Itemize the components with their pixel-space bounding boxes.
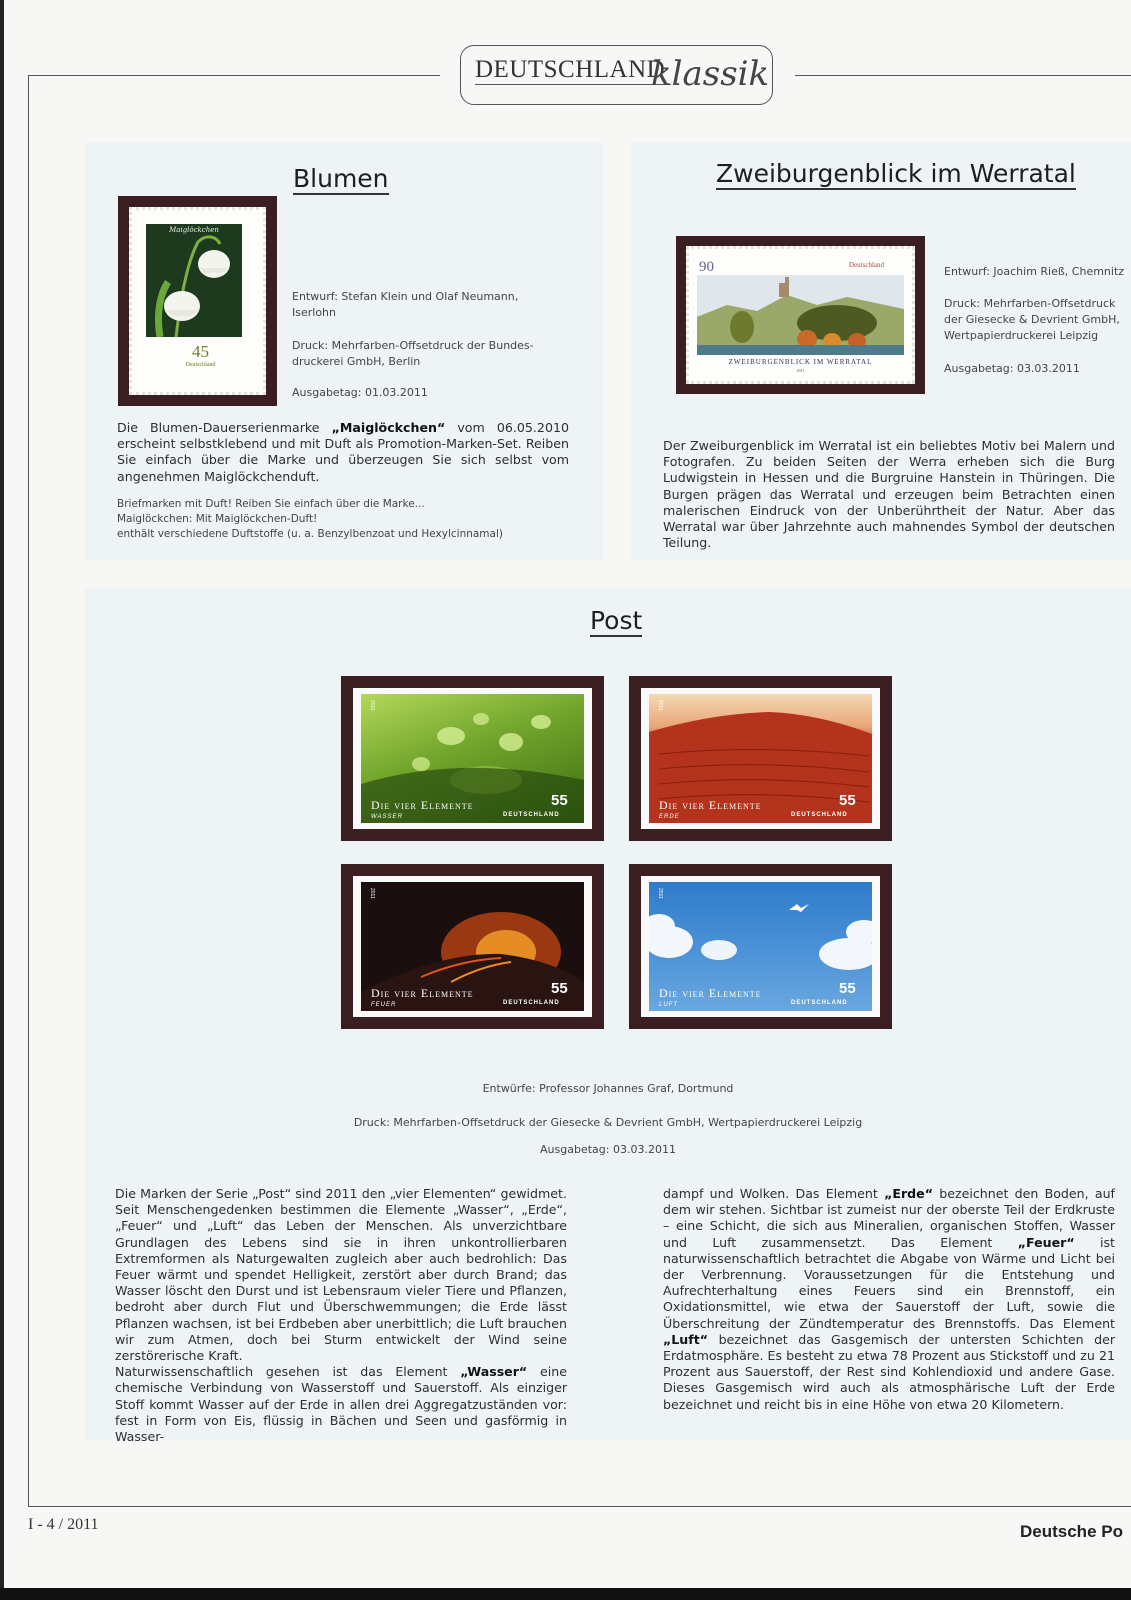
werratal-year: 2011	[796, 368, 805, 373]
post-ausgabetag: Ausgabetag: 03.03.2011	[540, 1143, 676, 1156]
blumen-note-3: enthält verschiedene Duftstoffe (u. a. Benzylbenzoat und Hexylcinnamal)	[117, 528, 503, 540]
brand-main-text: DEUTSCHLAND	[475, 56, 666, 83]
post-col1-p2-bold: „Wasser“	[460, 1364, 528, 1380]
werratal-stamp	[686, 246, 915, 384]
post-col2-a: dampf und Wolken. Das Element	[663, 1186, 885, 1201]
wasser-element: WASSER	[371, 814, 403, 820]
blumen-title: Blumen	[293, 164, 389, 193]
page-bottom-edge	[0, 1588, 1131, 1600]
page-left-edge	[0, 0, 4, 1600]
post-col1-paragraph-1: Die Marken der Serie „Post“ sind 2011 den „vier Elementen“ gewidmet. Seit Menschengedenken bestimmen die Elemente „Wasser“, „Erde“, „Feuer“ und „Luft“ das Leben der Menschen. Als unverzichtbare Grundlagen des Lebens sind sie in ihren unkontrollierbaren Extremformen als Naturgewalten zugleich aber auch bedrohlich: Das Feuer wärmt und spendet Helligkeit, zerstört aber durch Brand; das Wasser löscht den Durst und ist Lebensraum vieler Tiere und Pflanzen, bedroht aber durch Flut und Überschwemmungen; die Erde lässt Pflanzen wachsen, ist bei Erdbeben aber unerbittlich; die Luft brauchen wir zum Atmen, doch bei Sturm entwickelt der Wind seine zerstörerische Kraft.	[115, 1186, 567, 1364]
castle-landscape-icon	[697, 275, 904, 355]
post-entwurfe: Entwürfe: Professor Johannes Graf, Dortmund	[482, 1082, 734, 1095]
post-col1-paragraph-2	[115, 1364, 567, 1445]
maigloeckchen-stamp-mount	[118, 196, 277, 406]
werratal-entwurf: Entwurf: Joachim Rieß, Chemnitz	[944, 265, 1125, 278]
post-col1-p2-pre: Naturwissenschaftlich gesehen ist das Element	[115, 1364, 461, 1380]
maigloeckchen-value: 45	[192, 342, 209, 361]
maigloeckchen-image	[146, 224, 242, 337]
werratal-caption: ZWEIBURGENBLICK IM WERRATAL	[728, 358, 873, 366]
brand-script-text: klassik	[651, 54, 770, 94]
wasser-stamp-mount	[341, 676, 604, 841]
luft-element: LUFT	[659, 1002, 678, 1008]
wasser-stamp	[353, 688, 592, 829]
luft-country: DEUTSCHLAND	[791, 1000, 848, 1006]
werratal-stamp-mount	[676, 236, 925, 394]
werratal-description: Der Zweiburgenblick im Werratal ist ein beliebtes Motiv bei Malern und Fotografen. Zu beiden Seiten der Werra erheben sich die Burg Ludwigstein in Hessen und die Burgruine Hanstein in Thüringen. Die Burgen prägen das Werratal und erzeugen beim Betrachten einen malerischen Eindruck von der Unberührtheit der Natur. Aber das Werratal war über Jahrzehnte auch mahnendes Symbol der deutschen Teilung.	[663, 438, 1115, 551]
werratal-value: 90	[699, 259, 714, 275]
blumen-text-post: vom 06.05.2010 erscheint selbstklebend und mit Duft als Promotion-Marken-Set. Reiben Sie einfach über die Marke und überzeugen Sie sich selbst vom angenehmen Maiglöckchenduft.	[117, 420, 569, 484]
post-col2-b: „Erde“	[884, 1186, 934, 1201]
brand-underline	[475, 84, 671, 85]
maigloeckchen-country: Deutschland	[185, 362, 216, 368]
erde-stamp-mount	[629, 676, 892, 841]
luft-year: 2011	[657, 888, 663, 899]
header-rule-right	[795, 75, 1131, 76]
erde-value: 55	[839, 792, 856, 809]
blumen-note-2: Maiglöckchen: Mit Maiglöckchen-Duft!	[117, 513, 318, 525]
werratal-ausgabetag: Ausgabetag: 03.03.2011	[944, 362, 1080, 375]
maigloeckchen-name: Maiglöckchen	[169, 226, 219, 234]
feuer-year: 2011	[369, 888, 375, 899]
feuer-stamp-mount	[341, 864, 604, 1029]
blumen-entwurf: Entwurf: Stefan Klein und Olaf Neumann, Iserlohn	[292, 290, 519, 319]
post-title: Post	[590, 606, 643, 635]
luft-series: Die vier Elemente	[659, 986, 762, 1000]
post-druck: Druck: Mehrfarben-Offsetdruck der Giesecke & Devrient GmbH, Wertpapierdruckerei Leipzig	[353, 1116, 863, 1129]
brand-logo	[460, 45, 773, 105]
blumen-text-bold: „Maiglöckchen“	[331, 420, 446, 435]
feuer-element: FEUER	[371, 1002, 397, 1008]
luft-value: 55	[839, 980, 856, 997]
blumen-druck: Druck: Mehrfarben-Offsetdruck der Bundes-druckerei GmbH, Berlin	[292, 339, 534, 368]
werratal-image	[697, 275, 904, 355]
maigloeckchen-stamp	[129, 207, 266, 395]
luft-stamp	[641, 876, 880, 1017]
wasser-series: Die vier Elemente	[371, 798, 474, 812]
erde-year: 2011	[657, 700, 663, 711]
post-col2-g: bezeichnet das Gasgemisch der untersten Schichten der Erdatmosphäre. Es besteht zu etwa 78 Prozent aus Stickstoff und zu 21 Prozent aus Sauerstoff, der Rest sind Kohlendioxid und andere Gase. Dieses Gasgemisch wird auch als atmosphärische Luft der Erde bezeichnet und reicht bis in eine Höhe von etwa 20 Kilometern.	[663, 1331, 1115, 1412]
blumen-note-1: Briefmarken mit Duft! Reiben Sie einfach über die Marke...	[117, 498, 425, 510]
feuer-country: DEUTSCHLAND	[503, 1000, 560, 1006]
feuer-stamp	[353, 876, 592, 1017]
erde-element: ERDE	[659, 814, 680, 820]
post-col1-p2-post: eine chemische Verbindung von Wasserstoff und Sauerstoff. Als einziger Stoff kommt Wasser auf der Erde in allen drei Aggregatzuständen vor: fest in Form von Eis, flüssig in Bächen und Seen und gasförmig in Wasser-	[115, 1364, 567, 1445]
erde-country: DEUTSCHLAND	[791, 812, 848, 818]
post-col2-f: „Luft“	[663, 1331, 709, 1347]
wasser-value: 55	[551, 792, 568, 809]
lily-of-the-valley-icon	[146, 224, 242, 337]
erde-stamp	[641, 688, 880, 829]
luft-stamp-mount	[629, 864, 892, 1029]
post-col2-d: „Feuer“	[1017, 1234, 1075, 1250]
werratal-title: Zweiburgenblick im Werratal	[716, 159, 1076, 188]
feuer-series: Die vier Elemente	[371, 986, 474, 1000]
page-number: I - 4 / 2011	[28, 1516, 99, 1533]
header-rule-left	[28, 75, 440, 76]
post-col2-c: bezeichnet den Boden, auf dem wir stehen. Sichtbar ist zumeist nur der oberste Teil der Erdkruste – eine Schicht, die sich aus Mineralien, organischen Stoffen, Wasser und Luft zusammensetzt. Das Element	[663, 1186, 1115, 1250]
wasser-country: DEUTSCHLAND	[503, 812, 560, 818]
blumen-ausgabetag: Ausgabetag: 01.03.2011	[292, 386, 428, 399]
publisher-name: Deutsche Po	[1020, 1522, 1123, 1541]
feuer-value: 55	[551, 980, 568, 997]
blumen-text-pre: Die Blumen-Dauerserienmarke	[117, 420, 332, 435]
erde-series: Die vier Elemente	[659, 798, 762, 812]
blumen-description	[117, 420, 569, 485]
wasser-year: 2011	[369, 700, 375, 711]
post-column-1	[115, 1186, 567, 1445]
post-column-2	[663, 1186, 1115, 1413]
post-col2-e: ist naturwissenschaftlich betrachtet die Abgabe von Wärme und Licht bei der Verbrennung. Voraussetzungen für die Entstehung und Aufrechterhaltung eines Feuers sind ein Brennstoff, ein Oxidationsmittel, wie etwa der Sauerstoff der Luft, sowie die Überschreitung der Zündtemperatur des Brennstoffs. Das Element	[663, 1234, 1115, 1331]
werratal-druck: Druck: Mehrfarben-Offsetdruck der Giesecke & Devrient GmbH, Wertpapierdruckerei Leipzig	[944, 297, 1120, 342]
werratal-country: Deutschland	[849, 261, 884, 269]
